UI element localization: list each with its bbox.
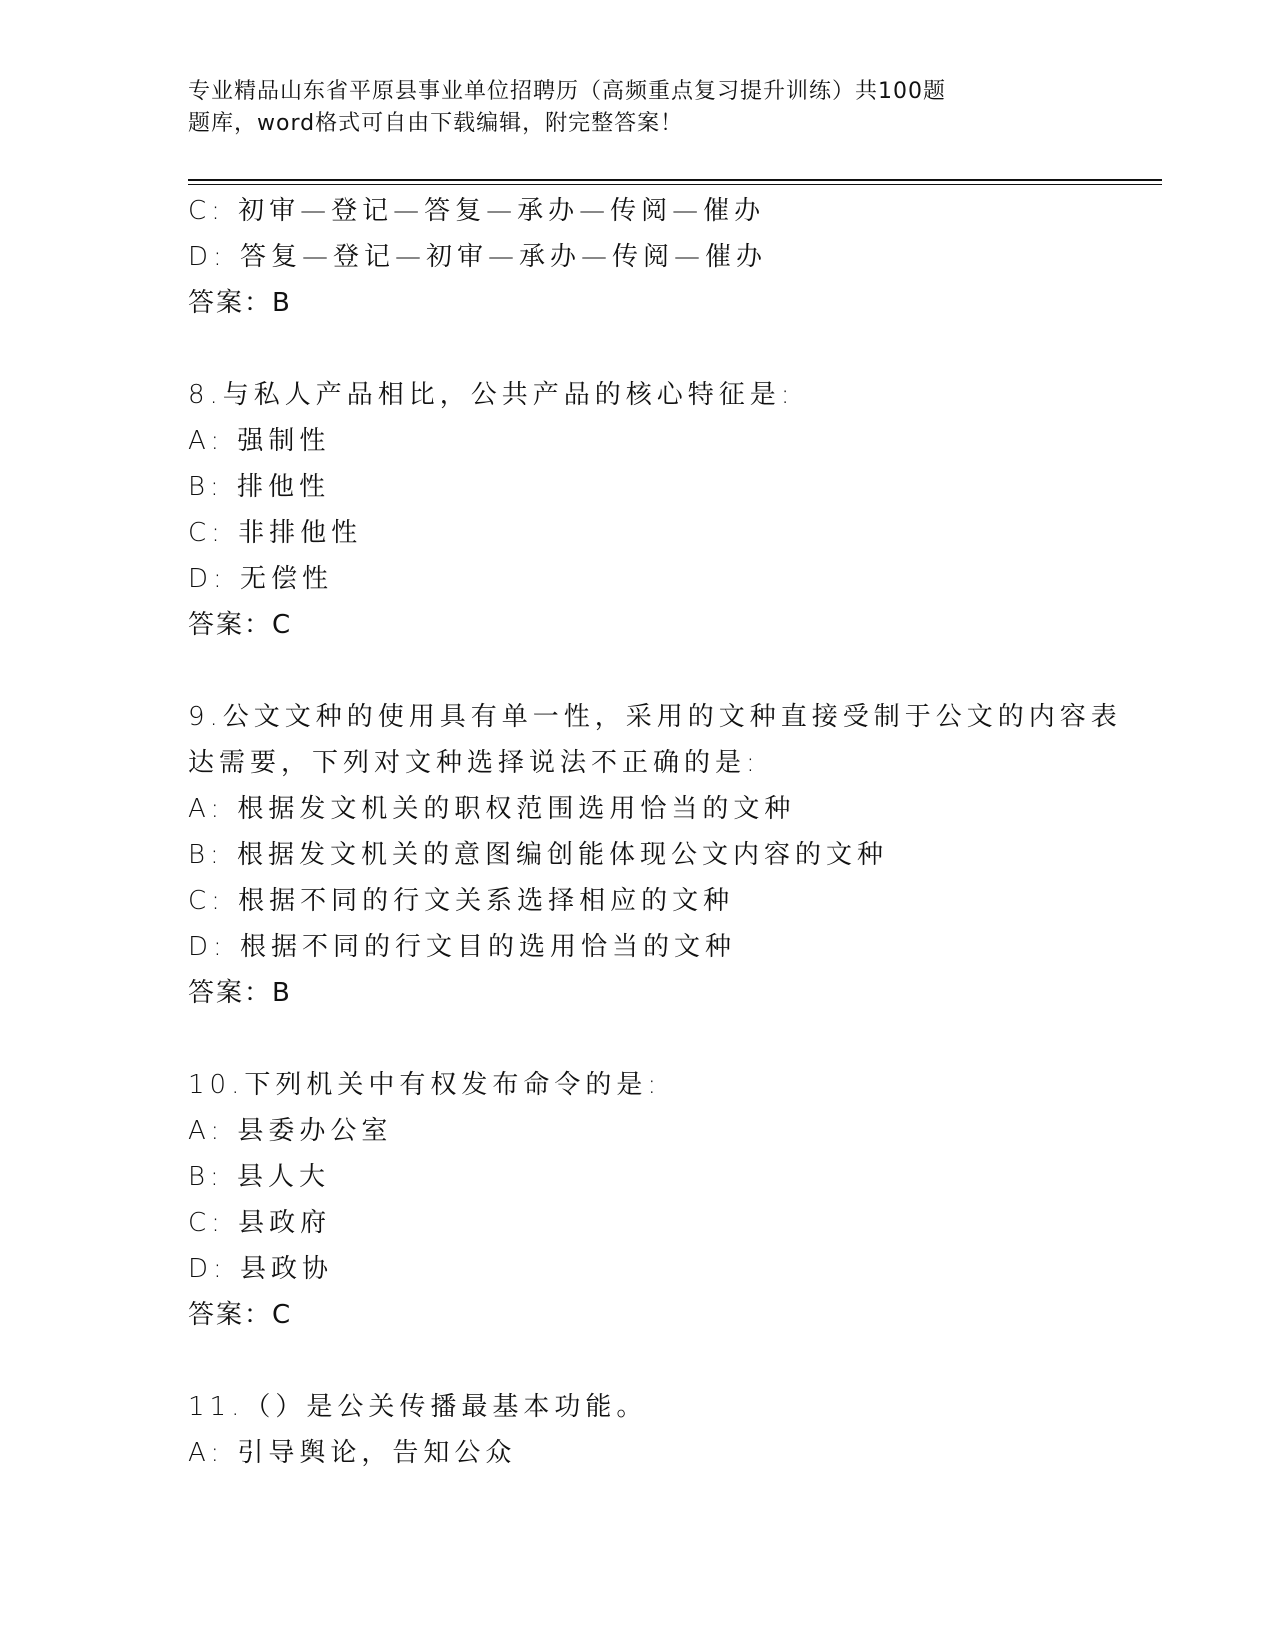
q8-option-d: D: 无偿性	[188, 564, 334, 594]
question-10	[188, 1062, 1088, 1338]
q10-option-a: A: 县委办公室	[188, 1116, 393, 1146]
q8-option-a: A: 强制性	[188, 426, 331, 456]
question-list	[188, 188, 1122, 1476]
q8-stem: 8.与私人产品相比，公共产品的核心特征是:	[188, 380, 795, 410]
q8-option-b: B: 排他性	[188, 472, 331, 502]
q11-stem: 11.（）是公关传播最基本功能。	[188, 1392, 648, 1422]
q8-option-c: C: 非排他性	[188, 518, 363, 548]
header-line-1: 专业精品山东省平原县事业单位招聘历（高频重点复习提升训练）共100题	[188, 79, 946, 104]
q7-option-d: D: 答复—登记—初审—承办—传阅—催办	[188, 242, 768, 272]
q8-answer: 答案：C	[188, 610, 293, 640]
q10-option-d: D: 县政协	[188, 1254, 334, 1284]
q10-option-c: C: 县政府	[188, 1208, 332, 1238]
q7-answer: 答案：B	[188, 288, 292, 318]
header-divider-thin	[188, 184, 1162, 185]
q9-option-c: C: 根据不同的行文关系选择相应的文种	[188, 886, 735, 916]
q10-option-b: B: 县人大	[188, 1162, 331, 1192]
question-8	[188, 372, 1088, 648]
header-divider-thick	[188, 179, 1162, 181]
q9-answer: 答案：B	[188, 978, 292, 1008]
q10-answer: 答案：C	[188, 1300, 293, 1330]
question-11	[188, 1384, 1088, 1476]
q9-option-d: D: 根据不同的行文目的选用恰当的文种	[188, 932, 737, 962]
q9-option-a: A: 根据发文机关的职权范围选用恰当的文种	[188, 794, 796, 824]
document-header	[188, 76, 1018, 140]
header-line-2: 题库，word格式可自由下载编辑，附完整答案！	[188, 111, 684, 136]
q7-option-c: C: 初审—登记—答复—承办—传阅—催办	[188, 196, 766, 226]
question-9	[188, 694, 1122, 1016]
q10-stem: 10.下列机关中有权发布命令的是:	[188, 1070, 662, 1100]
spacer	[188, 326, 1088, 372]
spacer	[188, 648, 1088, 694]
q9-stem-line-1: 9.公文文种的使用具有单一性，采用的文种直接受制于公文的内容表	[188, 702, 1122, 732]
q11-option-a: A: 引导舆论，告知公众	[188, 1438, 517, 1468]
q9-stem-line-2: 达需要，下列对文种选择说法不正确的是:	[188, 748, 760, 778]
question-7	[188, 188, 1088, 326]
q9-option-b: B: 根据发文机关的意图编创能体现公文内容的文种	[188, 840, 889, 870]
spacer	[188, 1016, 1088, 1062]
spacer	[188, 1338, 1088, 1384]
